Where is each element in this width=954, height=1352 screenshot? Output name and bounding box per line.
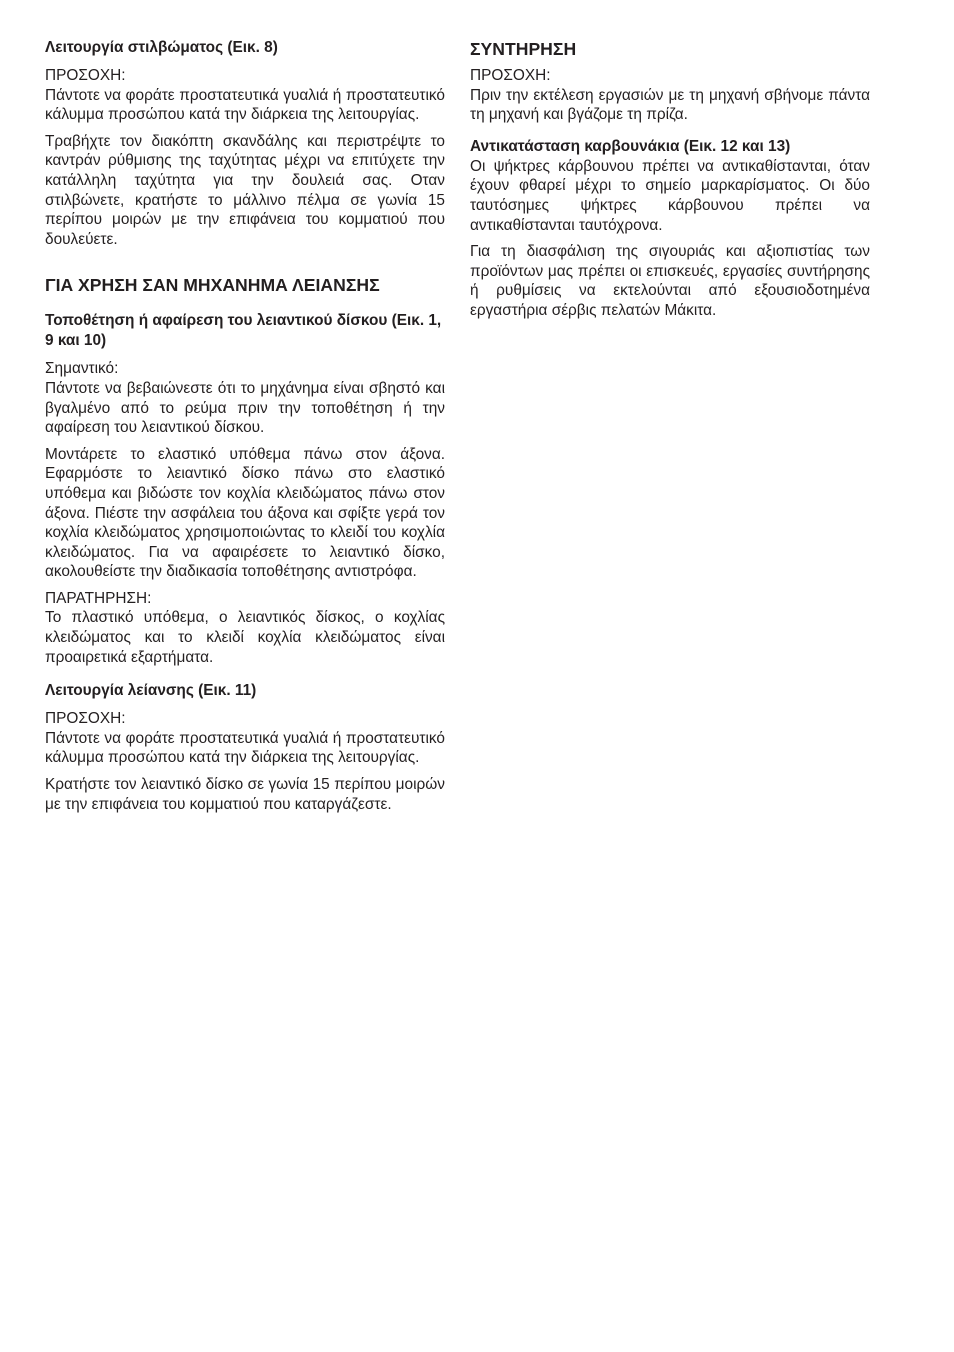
polishing-heading: Λειτουργία στιλβώματος (Εικ. 8)	[45, 39, 278, 56]
left-column	[45, 38, 445, 814]
carbon-brush-text: Οι ψήκτρες κάρβουνου πρέπει να αντικαθίστανται, όταν έχουν φθαρεί μέχρι το σημείο μαρκαρίσματος. Οι δύο ταυτόσημες ψήκτρες κάρβουνου πρέπει να αντικαθίστανται ταυτόχρονα.	[470, 157, 870, 234]
caution-label: ΠΡΟΣΟΧΗ:	[45, 67, 126, 84]
caution-text-2: Πάντοτε να φοράτε προστατευτικά γυαλιά ή προστατευτικό κάλυμμα προσώπου κατά την διάρκεια της λειτουργίας.	[45, 729, 445, 767]
sanding-heading: Λειτουργία λείανσης (Εικ. 11)	[45, 682, 257, 700]
polishing-instructions: Τραβήχτε τον διακόπτη σκανδάλης και περιστρέψτε το καντράν ρύθμισης της ταχύτητας μέχρι να επιτύχετε την κατάλληλη ταχύτητα για την δουλειά σας. Οταν στιλβώνετε, κρατήστε το μάλλινο πέλμα σε γωνία 15 περίπου μοιρών με την επιφάνεια του κομματιού που δουλεύετε.	[45, 132, 445, 248]
carbon-brush-heading: Αντικατάσταση καρβουνάκια (Εικ. 12 και 13)	[470, 137, 791, 155]
caution-text: Πάντοτε να φοράτε προστατευτικά γυαλιά ή προστατευτικό κάλυμμα προσώπου κατά την διάρκεια της λειτουργίας.	[45, 86, 445, 124]
maintenance-heading: ΣΥΝΤΗΡΗΣΗ	[470, 39, 577, 59]
service-text: Για τη διασφάλιση της σιγουριάς και αξιοπιστίας των προϊόντων μας πρέπει οι επισκευές, εργασίες συντήρησης ή ρυθμίσεις να εκτελούνται από εξουσιοδοτημένα εργαστήρια σέρβις πελατών Μάκιτα.	[470, 243, 870, 319]
disc-install-heading: Τοποθέτηση ή αφαίρεση του λειαντικού δίσκου (Εικ. 1, 9 και 10)	[45, 312, 442, 350]
important-label: Σημαντικό:	[45, 360, 119, 378]
sanding-instructions: Κρατήστε τον λειαντικό δίσκο σε γωνία 15 περίπου μοιρών με την επιφάνεια του κομματιού που καταργάζεστε.	[45, 776, 445, 813]
caution-label-2: ΠΡΟΣΟΧΗ:	[45, 710, 126, 728]
note-label: ΠΑΡΑΤΗΡΗΣΗ:	[45, 589, 152, 607]
important-text: Πάντοτε να βεβαιώνεστε ότι το μηχάνημα είναι σβηστό και βγαλμένο από το ρεύμα πριν την τοποθέτηση ή την αφαίρεση του λειαντικού δίσκου.	[45, 379, 445, 437]
right-column	[470, 38, 870, 321]
note-text: Το πλαστικό υπόθεμα, ο λειαντικός δίσκος, ο κοχλίας κλειδώματος και το κλειδί κοχλία κλειδώματος είναι προαιρετικά εξαρτήματα.	[45, 609, 445, 666]
caution-label-3: ΠΡΟΣΟΧΗ:	[470, 67, 551, 84]
sanding-section-heading: ΓΙΑ ΧΡΗΣΗ ΣΑΝ ΜΗΧΑΝΗΜΑ ΛΕΙΑΝΣΗΣ	[45, 275, 380, 296]
maintenance-caution-text: Πριν την εκτέλεση εργασιών με τη μηχανή σβήνομε πάντα τη μηχανή και βγάζομε τη πρίζα.	[470, 86, 870, 124]
disc-install-text: Μοντάρετε το ελαστικό υπόθεμα πάνω στον άξονα. Εφαρμόστε το λειαντικό δίσκο πάνω στο ελαστικό υπόθεμα και βιδώστε τον κοχλία κλειδώματος πάνω στον άξονα. Πιέστε την ασφάλεια του άξονα και σφίξτε γερά τον κοχλία κλειδώματος χρησιμοποιώντας το κλειδί του κοχλία κλειδώματος. Για να αφαιρέσετε το λειαντικό δίσκο, ακολουθείστε την διαδικασία τοποθέτησης αντιστρόφα.	[45, 445, 445, 581]
